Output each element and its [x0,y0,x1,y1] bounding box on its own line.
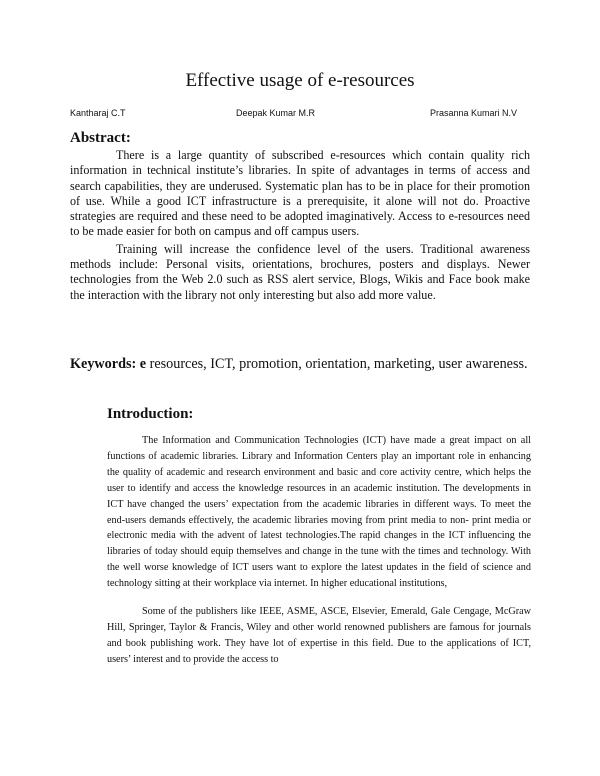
keywords-text: resources, ICT, promotion, orientation, marketing, user awareness. [146,356,528,372]
introduction-heading: Introduction: [107,406,194,422]
author-name: Prasanna Kumari N.V [430,108,518,118]
paper-title: Effective usage of e-resources [185,70,415,91]
introduction-paragraph: Some of the publishers like IEEE, ASME, ASCE, Elsevier, Emerald, Gale Cengage, McGraw Hill, Springer, Taylor & Francis, Wiley and other world renowned publishers are famous for journals and book publishing work. They have lot of expertise in this field. Due to the applications of ICT, users’ interest and to provide the access to [107,606,531,665]
abstract-paragraph: There is a large quantity of subscribed e-resources which contain quality rich information in technical institute’s libraries. In spite of advantages in terms of access and search capabilities, they are underused. Systematic plan has to be in place for their promotion of use. While a good ICT infrastructure is a prerequisite, it alone will not do. Proactive strategies are required and these need to be adopted imaginatively. Access to e-resources need to be made easier for both on campus and off campus users. [70,148,530,239]
introduction-paragraph: The Information and Communication Technologies (ICT) have made a great impact on all functions of academic libraries. Library and Information Centers play an important role in enhancing the quality of academic and research environment and basic and core activity centre, which helps the user to identify and access the knowledge resources in an academic institution. The developments in ICT have changed the users’ expectation from the academic libraries in different ways. To meet the end-users demands effectively, the academic libraries moving from print media to non- print media or electronic media with the advent of latest technologies.The rapid changes in the ICT influencing the libraries of today should equip themselves and change in the tune with the times and technology. With the well worse knowledge of ICT users want to explore the latest updates in the field of science and technology sitting at their workplace via internet. In higher educational institutions, [107,435,531,590]
abstract-heading: Abstract: [70,130,131,146]
introduction-body [107,433,531,668]
abstract-paragraph: Training will increase the confidence level of the users. Traditional awareness methods include: Personal visits, orientations, brochures, posters and displays. Newer technologies from the Web 2.0 such as RSS alert service, Blogs, Wikis and Face book make the interaction with the library not only interesting but also add more value. [70,241,530,302]
keywords [70,354,532,375]
author-name: Deepak Kumar M.R [236,108,316,118]
keywords-label: Keywords: e [70,356,147,372]
abstract-body [70,148,530,303]
author-name: Kantharaj C.T [70,108,126,118]
